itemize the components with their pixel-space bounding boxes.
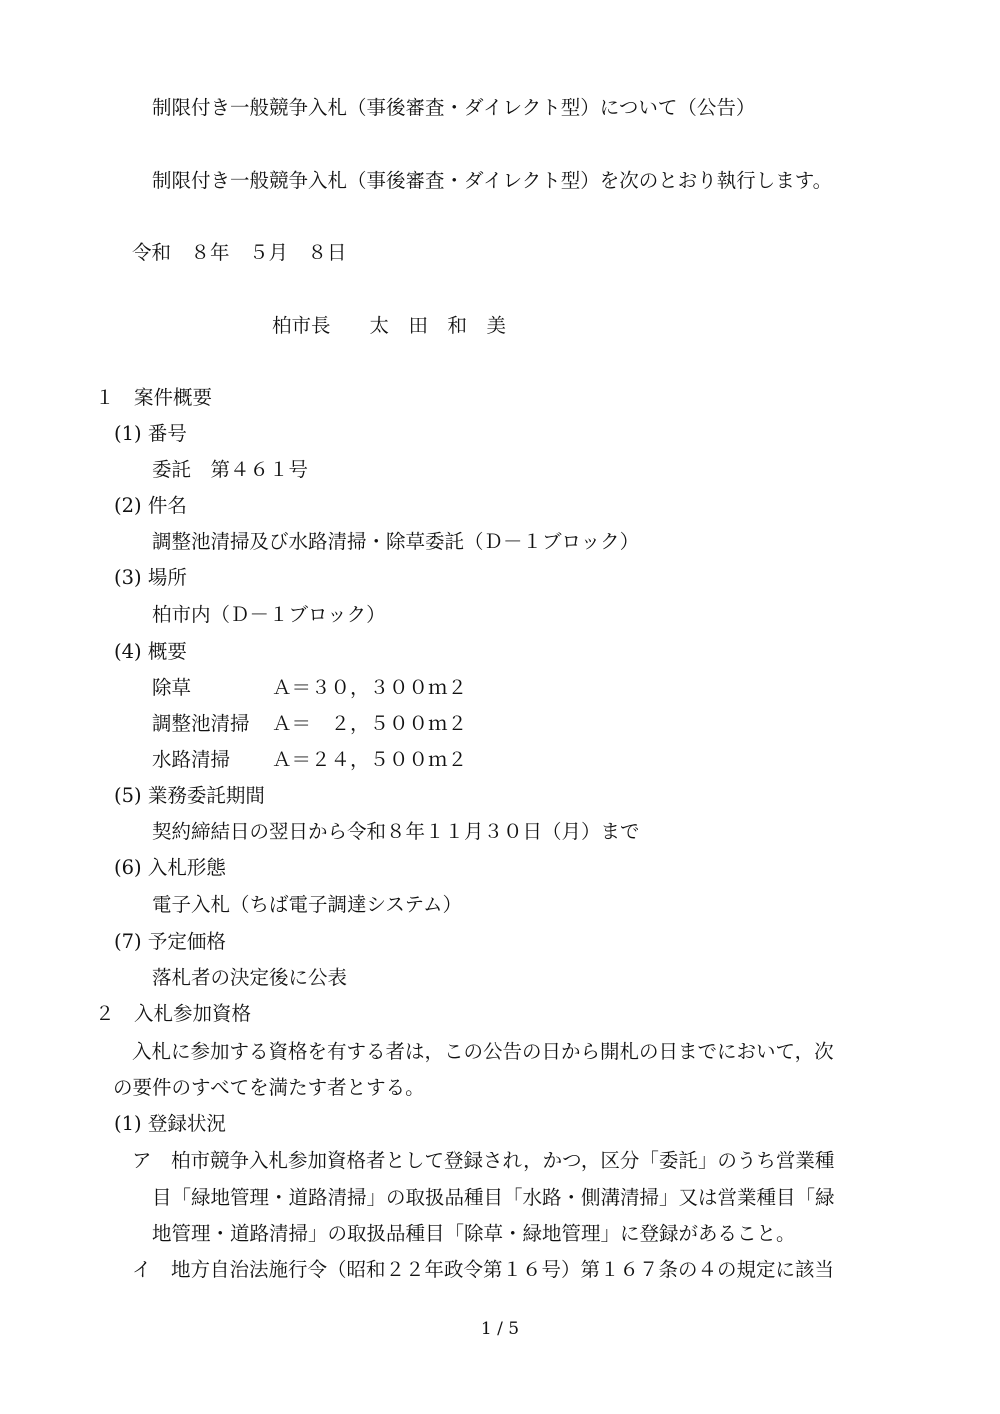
qualification-paragraph-line: 入札に参加する資格を有する者は，この公告の日から開札の日までにおいて，次 xyxy=(132,1040,834,1063)
overview-row-value: Ａ＝３０，３００ｍ２ xyxy=(272,676,468,699)
item-period-value: 契約締結日の翌日から令和８年１１月３０日（月）まで xyxy=(152,820,640,843)
item-period-label: (5) 業務委託期間 xyxy=(114,784,265,807)
item-price-label: (7) 予定価格 xyxy=(114,930,226,953)
item-overview-label: (4) 概要 xyxy=(114,640,187,663)
requirement-a-line: ア 柏市競争入札参加資格者として登録され，かつ，区分「委託」のうち営業種 xyxy=(132,1149,835,1172)
requirement-b-line: イ 地方自治法施行令（昭和２２年政令第１６号）第１６７条の４の規定に該当 xyxy=(132,1258,835,1281)
item-price-value: 落札者の決定後に公表 xyxy=(152,966,348,989)
registration-status-label: (1) 登録状況 xyxy=(114,1112,226,1135)
requirement-a-line: 地管理・道路清掃」の取扱品種目「除草・緑地管理」に登録があること。 xyxy=(152,1222,796,1245)
overview-row-value: Ａ＝ ２，５００ｍ２ xyxy=(272,712,468,735)
page-number: 1 / 5 xyxy=(480,1319,520,1339)
qualification-paragraph-line: の要件のすべてを満たす者とする。 xyxy=(113,1076,425,1099)
item-location-value: 柏市内（Ｄ－１ブロック） xyxy=(152,603,386,626)
item-name-label: (2) 件名 xyxy=(114,494,187,517)
item-bid-form-value: 電子入札（ちば電子調達システム） xyxy=(152,893,463,916)
item-number-label: (1) 番号 xyxy=(114,422,187,445)
issuer-name: 柏市長 太 田 和 美 xyxy=(272,314,507,337)
overview-row-name: 調整池清掃 xyxy=(152,712,250,735)
overview-row-name: 除草 xyxy=(152,676,192,699)
overview-row-value: Ａ＝２４，５００ｍ２ xyxy=(272,748,468,771)
notice-title: 制限付き一般競争入札（事後審査・ダイレクト型）について（公告） xyxy=(152,96,756,119)
section-2-heading: ２ 入札参加資格 xyxy=(95,1002,252,1025)
overview-row-name: 水路清掃 xyxy=(152,748,231,771)
item-bid-form-label: (6) 入札形態 xyxy=(114,856,226,879)
requirement-a-line: 目「緑地管理・道路清掃」の取扱品種目「水路・側溝清掃」又は営業種目「緑 xyxy=(152,1186,835,1209)
section-1-heading: １ 案件概要 xyxy=(95,386,213,409)
intro-text: 制限付き一般競争入札（事後審査・ダイレクト型）を次のとおり執行します。 xyxy=(152,169,833,192)
item-name-value: 調整池清掃及び水路清掃・除草委託（Ｄ－１ブロック） xyxy=(152,530,640,553)
notice-date: 令和 ８年 ５月 ８日 xyxy=(132,241,347,264)
item-number-value: 委託 第４６１号 xyxy=(152,458,309,481)
item-location-label: (3) 場所 xyxy=(114,566,187,589)
